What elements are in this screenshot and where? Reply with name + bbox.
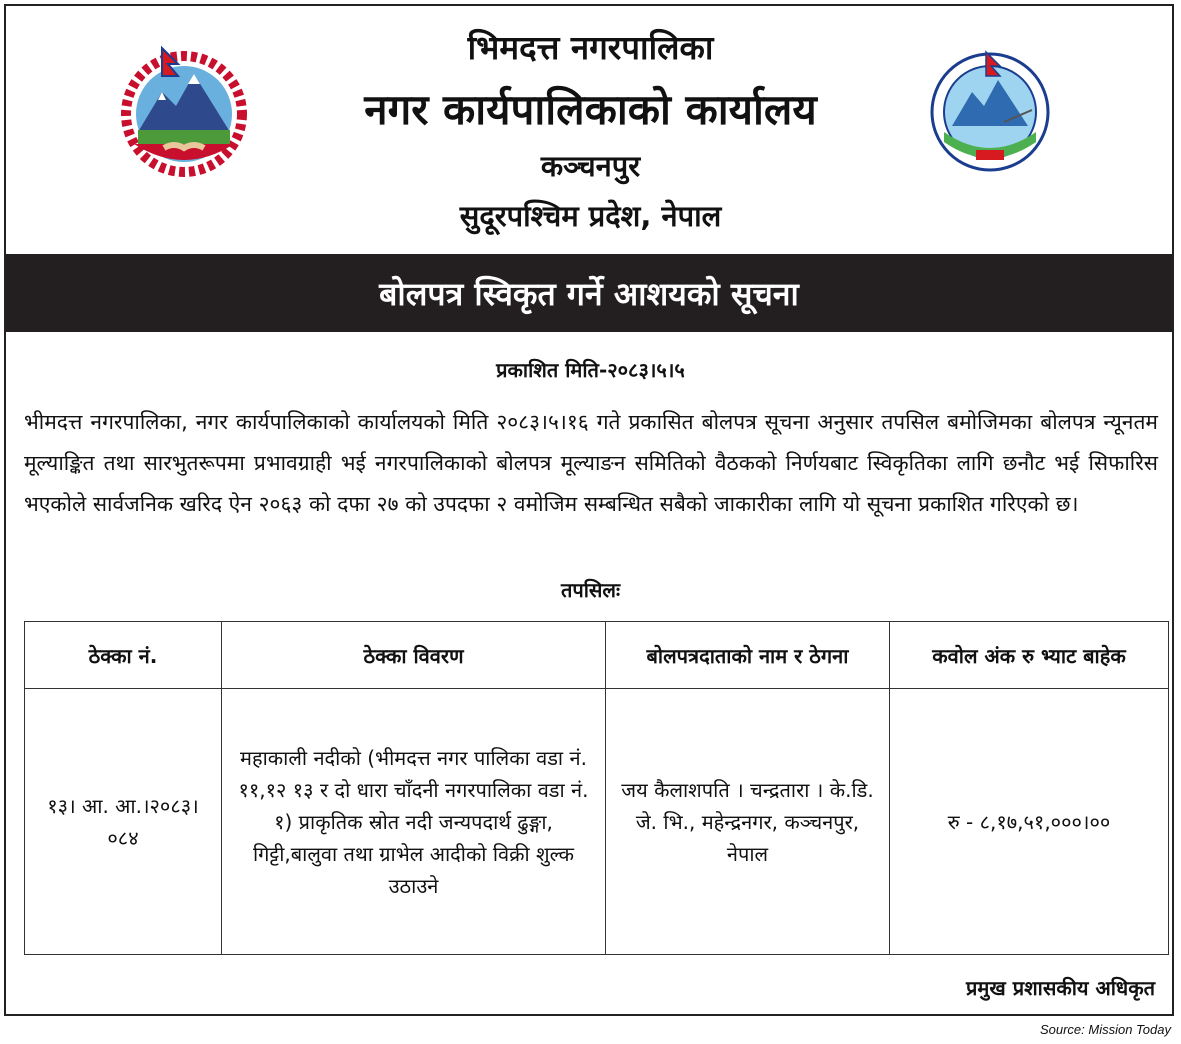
header-amount: कवोल अंक रु भ्याट बाहेक [890,622,1169,689]
cell-bidder: जय कैलाशपति । चन्द्रतारा । के.डि. जे. भि., महेन्द्रनगर, कञ्चनपुर, नेपाल [606,689,890,955]
cell-description: महाकाली नदीको (भीमदत्त नगर पालिका वडा नं. ११,१२ १३ र दो धारा चाँदनी नगरपालिका वडा नं. १) प्राकृतिक स्रोत नदी जन्यपदार्थ ढुङ्गा, गिट्टी,बालुवा तथा ग्राभेल आदीको विक्री शुल्क उठाउने [222,689,606,955]
district-name: कञ्चनपुर [540,149,641,183]
cell-contract-no: १३। आ. आ.।२०८३।०८४ [25,689,222,955]
tapasil-label: तपसिलः [560,578,621,602]
table-header-row [25,622,1169,689]
signoff: प्रमुख प्रशासकीय अधिकृत [966,976,1155,1000]
published-date: प्रकाशित मिति-२०८३।५।५ [496,358,685,382]
header-description: ठेक्का विवरण [222,622,606,689]
office-name: नगर कार्यपालिकाको कार्यालय [364,85,817,134]
notice-title: बोलपत्र स्विकृत गर्ने आशयको सूचना [379,274,799,313]
source-credit: Source: Mission Today [1039,1022,1171,1037]
notice-title-banner [6,254,1172,332]
cell-amount: रु - ८,१७,५१,०००।०० [890,689,1169,955]
contract-table [24,621,1169,955]
table-row [25,689,1169,955]
municipality-name: भिमदत्त नगरपालिका [467,28,714,67]
header-contract-no: ठेक्का नं. [25,622,222,689]
notice-body: भीमदत्त नगरपालिका, नगर कार्यपालिकाको कार्यालयको मिति २०८३।५।१६ गते प्रकासित बोलपत्र सूचना अनुसार तपसिल बमोजिमका बोलपत्र न्यूनतम मूल्याङ्कित तथा सारभुतरूपमा प्रभावग्राही भई नगरपालिकाको बोलपत्र मूल्याङन समितिको वैठकको निर्णयबाट स्विकृतिका लागि छनौट भई सिफारिस भएकोले सार्वजनिक खरिद ऐन २०६३ को दफा २७ को उपदफा २ वमोजिम सम्बन्धित सबैको जाकारीका लागि यो सूचना प्रकाशित गरिएको छ। [24,410,1158,516]
header-bidder: बोलपत्रदाताको नाम र ठेगना [606,622,890,689]
province-country: सुदूरपश्चिम प्रदेश, नेपाल [459,199,722,233]
